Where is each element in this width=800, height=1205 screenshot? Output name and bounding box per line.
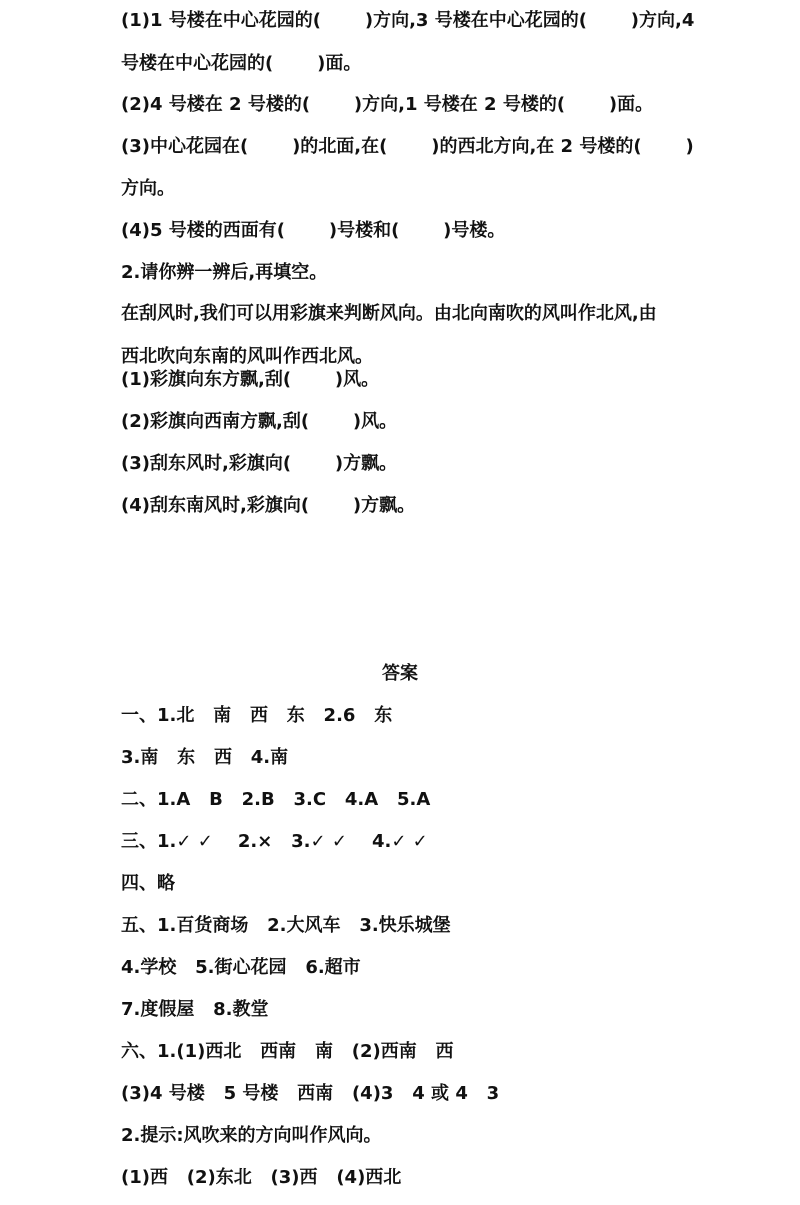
question-3-line-2: 方向。 [121,178,175,199]
section-2-question-1: (1)彩旗向东方飘,刮( )风。 [121,369,380,390]
answer-line: 3.南 东 西 4.南 [121,747,289,768]
answer-line: 4.学校 5.街心花园 6.超市 [121,957,361,978]
question-1-line-2: 号楼在中心花园的( )面。 [121,53,362,74]
section-2-question-2: (2)彩旗向西南方飘,刮( )风。 [121,411,398,432]
question-4: (4)5 号楼的西面有( )号楼和( )号楼。 [121,220,506,241]
answer-line: 四、略 [121,873,175,894]
question-2: (2)4 号楼在 2 号楼的( )方向,1 号楼在 2 号楼的( )面。 [121,94,654,115]
answer-line: (1)西 (2)东北 (3)西 (4)西北 [121,1167,402,1188]
answer-line: 五、1.百货商场 2.大风车 3.快乐城堡 [121,915,451,936]
question-3-line-1: (3)中心花园在( )的北面,在( )的西北方向,在 2 号楼的( ) [121,136,694,157]
section-2-title: 2.请你辨一辨后,再填空。 [121,262,328,283]
answer-line: 7.度假屋 8.教堂 [121,999,269,1020]
answer-line: (3)4 号楼 5 号楼 西南 (4)3 4 或 4 3 [121,1083,500,1104]
answer-line: 2.提示:风吹来的方向叫作风向。 [121,1125,382,1146]
section-2-question-3: (3)刮东风时,彩旗向( )方飘。 [121,453,398,474]
answer-line: 二、1.A B 2.B 3.C 4.A 5.A [121,789,431,810]
question-1-line-1: (1)1 号楼在中心花园的( )方向,3 号楼在中心花园的( )方向,4 [121,10,695,31]
answer-line: 三、1.✓ ✓ 2.× 3.✓ ✓ 4.✓ ✓ [121,831,428,852]
answer-line: 六、1.(1)西北 西南 南 (2)西南 西 [121,1041,454,1062]
section-2-intro-line-2: 西北吹向东南的风叫作西北风。 [121,346,373,367]
answer-line: 一、1.北 南 西 东 2.6 东 [121,705,393,726]
answers-title: 答案 [382,663,418,684]
section-2-intro-line-1: 在刮风时,我们可以用彩旗来判断风向。由北向南吹的风叫作北风,由 [121,303,657,324]
section-2-question-4: (4)刮东南风时,彩旗向( )方飘。 [121,495,416,516]
